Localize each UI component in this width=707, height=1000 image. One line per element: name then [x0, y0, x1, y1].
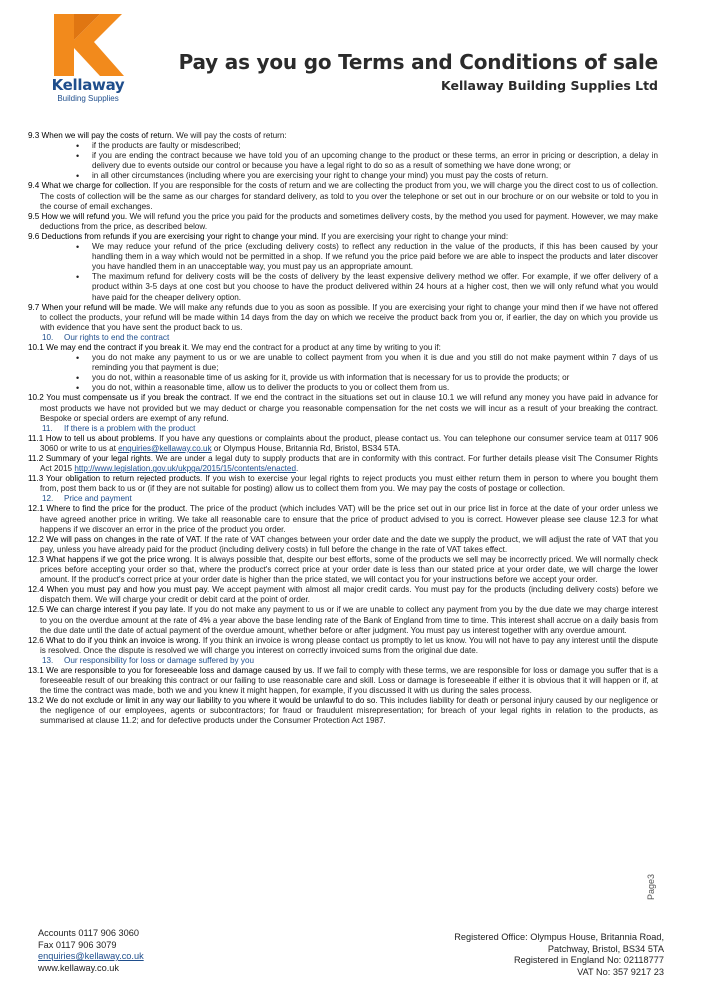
section-number: 11. — [42, 423, 53, 433]
list-item: • you do not, within a reasonable time of us asking for it, provide us with information that is necessary for us to provide the products; or — [92, 373, 658, 383]
clause-9-3 — [28, 131, 658, 141]
clause-heading: 12.2 We will pass on changes in the rate of VAT — [28, 534, 200, 544]
clause-text: . We may end the contract for a product at any time by writing to you if: — [186, 342, 441, 352]
clause-heading: 13.2 We do not exclude or limit in any way our liability to you where it would be unlawful to do so — [28, 696, 376, 706]
section-title: Our responsibility for loss or damage suffered by you — [64, 655, 254, 665]
clause-10-2 — [28, 393, 658, 423]
clause-heading: 10.2 You must compensate us if you break the contract — [28, 393, 230, 403]
clause-heading: 10.1 We may end the contract if you break it — [28, 342, 187, 352]
clause-heading: 11.2 Summary of your legal rights — [28, 454, 151, 463]
section-number: 10. — [42, 332, 54, 342]
clause-heading: 13.1 We are responsible to you for foreseeable loss and damage caused by us — [28, 665, 313, 675]
list-item: • if you are ending the contract because we have told you of an upcoming change to the product or these terms, an error in pricing or description, a delay in delivery due to events outside our control or because you have a legal right to do so as a result of something we have done wrong; or — [92, 151, 658, 171]
clause-text: . If the rate of VAT changes between your order date and the date we supply the product, we will adjust the rate of VAT that you pay, unless you have already paid for the product (including delivery costs) in full before the change in the rate of VAT takes effect. — [40, 534, 659, 554]
footer-registration — [454, 932, 664, 978]
clause-text: . If you wish to exercise your legal rights to reject products you must either return them in person to where you bought them from, post them back to us or (if they are not suitable for posting) allow us to collect them from you. We may pay the costs of postage or collection. — [40, 474, 658, 494]
section-title: Our rights to end the contract — [64, 332, 170, 342]
clause-10-1-list — [28, 353, 658, 393]
clause-heading: 12.4 When you must pay and how you must pay — [28, 585, 207, 595]
clause-12-1 — [28, 504, 658, 534]
clause-text: . If you do not make any payment to us or if we are unable to collect any payment from you by the due date we may charge interest to you on the overdue amount at the rate of 4% a year above the base lending rate of the Bank of England from time to time. This interest shall accrue on a daily basis from the due date until the date of actual payment of the overdue amount, whether before or after judgment. You must pay us interest together with any overdue amount. — [40, 605, 658, 635]
clause-heading: 9.4 What we charge for collection. — [28, 181, 151, 191]
clause-heading: 12.6 What to do if you think an invoice is wrong — [28, 635, 199, 645]
clause-text: . — [295, 464, 299, 474]
footer-website[interactable]: www.kellaway.co.uk — [38, 962, 120, 973]
list-item: • you do not make any payment to us or we are unable to collect payment from you when it is due and you still do not make payment within 7 days of us reminding you that payment is due; — [92, 353, 658, 373]
clause-heading: 12.1 Where to find the price for the product — [28, 504, 186, 514]
clause-text: . If you think an invoice is wrong please contact us promptly to let us know. You will not have to pay any interest until the dispute is resolved. Once the dispute is resolved we will charge you interest on correctly invoiced sums from the original due date. — [40, 635, 658, 655]
clause-11-1 — [28, 434, 658, 454]
section-number: 13. — [42, 655, 54, 665]
list-item: • in all other circumstances (including where you are exercising your right to change your mind) you must pay the costs of return. — [92, 171, 658, 181]
registered-address: Patchway, Bristol, BS34 5TA — [547, 943, 664, 954]
clause-text: . If we end the contract in the situations set out in clause 10.1 we will refund any money you have paid in advance for most products we have not provided but we may deduct or charge you reasonable compensation for the net costs we will incur as a result of your breaking the contract. Bespoke or special orders are exempt of any refund. — [40, 393, 659, 423]
legislation-link[interactable]: http://www.legislation.gov.uk/ukpga/2015/15/contents/enacted — [74, 464, 296, 474]
clause-heading: 11.3 Your obligation to return rejected products — [28, 474, 201, 484]
list-item: • you do not, within a reasonable time, allow us to deliver the products to you or collect them from us. — [92, 383, 658, 393]
clause-10-1 — [28, 343, 658, 353]
accounts-phone: Accounts 0117 906 3060 — [38, 928, 139, 938]
clause-9-6 — [28, 232, 658, 242]
clause-heading: 9.5 How we will refund you. — [28, 211, 128, 221]
footer-email-link[interactable]: enquiries@kellaway.co.uk — [38, 951, 144, 961]
list-item: • if the products are faulty or misdescribed; — [92, 141, 658, 151]
clause-12-6 — [28, 636, 658, 656]
section-title: If there is a problem with the product — [64, 423, 196, 433]
clause-11-2 — [28, 454, 658, 474]
clause-12-5 — [28, 605, 658, 635]
clause-9-3-list — [28, 141, 658, 181]
section-12-heading — [28, 494, 658, 504]
clause-text: . It is always possible that, despite our best efforts, some of the products we sell may be incorrectly priced. We will normally check prices before accepting your order so that, where the product's correct price at your order date is less than our stated price at your order date, we will charge the lower amount. If the product's correct price at your order date is higher than the price stated, we will contact you for your instructions before we accept your order. — [40, 554, 658, 585]
clause-text: We will pay the costs of return: — [173, 131, 287, 140]
clause-9-6-list — [28, 242, 658, 303]
list-item: • The maximum refund for delivery costs will be the costs of delivery by the least expensive delivery method we offer. For example, if we offer delivery of a product within 3-5 days at one cost but you choose to have the product delivered within 24 hours at a higher cost, then we will only refund what you would have paid for the cheaper delivery option. — [92, 272, 658, 302]
logo-wordmark: Kellaway — [51, 76, 125, 94]
clause-9-4 — [28, 181, 658, 211]
section-title: Price and payment — [64, 494, 132, 504]
clause-9-7 — [28, 303, 658, 333]
registered-office: Registered Office: Olympus House, Britannia Road, — [454, 932, 664, 942]
clause-text: . If you have any questions or complaints about the product, please contact us. You can telephone our consumer service team at 0117 906 3060 or write to us at — [40, 433, 658, 453]
terms-body — [28, 131, 658, 727]
company-registration-number: Registered in England No: 02118777 — [513, 955, 664, 965]
clause-text: . We are under a legal duty to supply products that are in conformity with this contract. For further details please visit The Consumer Rights Act 2015 — [40, 454, 658, 474]
clause-heading: 12.3 What happens if we got the price wrong — [28, 554, 190, 564]
vat-number: VAT No: 357 9217 23 — [577, 966, 664, 977]
footer-contacts — [38, 928, 144, 974]
email-link[interactable]: enquiries@kellaway.co.uk — [118, 443, 212, 453]
kellaway-logo — [48, 14, 128, 104]
fax-number: Fax 0117 906 3079 — [38, 939, 117, 950]
clause-heading: 9.7 When your refund will be made — [28, 302, 155, 312]
section-11-heading — [28, 424, 658, 434]
page-title: Pay as you go Terms and Conditions of sale — [178, 50, 658, 74]
clause-text: . If we fail to comply with these terms, we are responsible for loss or damage you suffer that is a foreseeable result of our breaking this contract or our failing to use reasonable care and skill. Loss or damage is foreseeable if either it is obvious that it will happen or if, at the time the contract was made, both we and you knew it might happen, for example, if you discussed it with us during the sales process. — [40, 665, 659, 696]
clause-11-3 — [28, 474, 658, 494]
clause-12-4 — [28, 585, 658, 605]
clause-text: . If you are exercising your right to change your mind: — [316, 231, 509, 241]
clause-heading: 9.6 Deductions from refunds if you are exercising your right to change your mind — [28, 231, 317, 241]
clause-text: . We will make any refunds due to you as soon as possible. If you are exercising your right to change your mind then if we have not offered to collect the products, your refund will be made within 14 days from the day on which we receive the product back from you or, if earlier, the day on which you provide us with evidence that you have sent the product back to us. — [40, 302, 658, 332]
company-name: Kellaway Building Supplies Ltd — [441, 78, 658, 93]
clause-13-1 — [28, 666, 658, 696]
clause-heading: 12.5 We can charge interest if you pay late — [28, 605, 184, 615]
section-10-heading — [28, 333, 658, 343]
page-number: Page3 — [646, 873, 656, 900]
logo-tagline: Building Supplies — [57, 94, 119, 103]
list-item: • We may reduce your refund of the price (excluding delivery costs) to reflect any reduction in the value of the products, if this has been caused by your handling them in a way which would not be permitted in a shop. If we refund you the price paid before we are able to inspect the products and later discover you have handled them in an unacceptable way, you must pay us an appropriate amount. — [92, 242, 658, 272]
clause-12-2 — [28, 535, 658, 555]
clause-heading: 9.3 When we will pay the costs of return. — [28, 131, 174, 140]
clause-text: . This includes liability for death or personal injury caused by our negligence or the negligence of our employees, agents or subcontractors; for fraud or fraudulent misrepresentation; for breach of your legal rights in relation to the products, as summarised at clause 11.2; and for defective products under the Consumer Protection Act 1987. — [40, 696, 658, 726]
section-number: 12. — [42, 494, 54, 504]
clause-text: . We accept payment with almost all major credit cards. You must pay for the products (including delivery costs) before we dispatch them. We will charge your credit or debit card at the point of order. — [40, 585, 658, 605]
clause-12-3 — [28, 555, 658, 585]
clause-text: We will refund you the price you paid for the products and sometimes delivery costs, by the method you used for payment. However, we may make deductions from the price, as described below. — [40, 211, 658, 231]
clause-text: . The price of the product (which includes VAT) will be the price set out in our price list in force at the date of your order unless we have agreed another price in writing. We take all reasonable care to ensure that the price of product advised to you is correct. However please see clause 12.3 for what happens if we discover an error in the price of the product you order. — [40, 504, 658, 534]
clause-text: or Olympus House, Britannia Rd, Bristol, BS34 5TA. — [211, 443, 401, 453]
k-logo-mark-icon — [48, 14, 128, 76]
clause-text: If you are responsible for the costs of return and we are collecting the product from you, we will charge you the direct cost to us of collection. The costs of collection will be the same as our charges for standard delivery, as told to you over the telephone or set out in our brochure or on our website or told to you in the course of email exchanges. — [40, 181, 658, 211]
clause-heading: 11.1 How to tell us about problems — [28, 433, 155, 443]
clause-9-5 — [28, 212, 658, 232]
section-13-heading — [28, 656, 658, 666]
clause-13-2 — [28, 696, 658, 726]
